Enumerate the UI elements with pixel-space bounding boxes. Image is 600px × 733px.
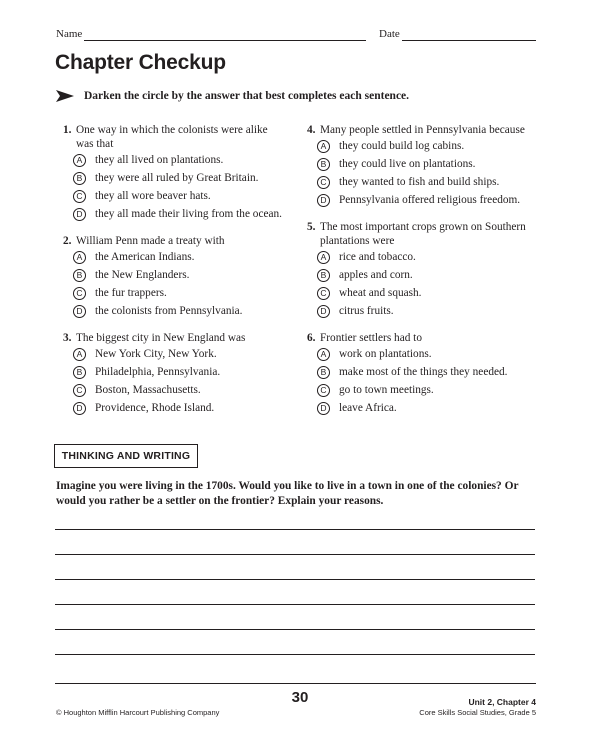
name-field[interactable] [84,40,366,41]
answer-choice[interactable] [317,173,539,191]
answer-text: the colonists from Pennsylvania. [95,305,243,317]
answer-choice[interactable] [73,169,288,187]
answer-bubble[interactable]: B [317,366,330,379]
answer-bubble[interactable]: A [317,348,330,361]
answer-text: work on plantations. [339,348,432,360]
answer-text: they all lived on plantations. [95,154,224,166]
answer-choice[interactable] [317,248,539,266]
answer-bubble[interactable]: D [73,305,86,318]
answer-bubble[interactable]: B [317,269,330,282]
answer-choice[interactable] [73,363,288,381]
writing-line[interactable] [55,529,535,530]
question-3 [63,331,288,417]
page-number: 30 [291,689,309,706]
answer-text: leave Africa. [339,402,397,414]
answer-bubble[interactable]: D [317,402,330,415]
answer-text: they all made their living from the ocean. [95,208,282,220]
question-stem: Many people settled in Pennsylvania because [320,124,525,136]
answer-bubble[interactable]: D [73,208,86,221]
writing-prompt: Imagine you were living in the 1700s. Would you like to live in a town in one of the colonies? Or would you rather be a settler on the frontier? Explain your reasons. [56,480,519,507]
question-2 [63,234,288,320]
answer-bubble[interactable]: A [317,140,330,153]
unit-chapter: Unit 2, Chapter 4 [468,697,536,707]
answer-text: Providence, Rhode Island. [95,402,215,414]
writing-line[interactable] [55,554,535,555]
answer-choice[interactable] [317,381,539,399]
answer-text: apples and corn. [339,269,413,281]
question-number: 2. [63,235,72,247]
question-stem: Frontier settlers had to [320,332,422,344]
answer-bubble[interactable]: C [317,384,330,397]
answer-choice[interactable] [73,399,288,417]
question-number: 4. [307,124,316,136]
date-label: Date [379,28,400,40]
answer-bubble[interactable]: D [317,305,330,318]
writing-line[interactable] [55,629,535,630]
answer-choice[interactable] [73,266,288,284]
answer-bubble[interactable]: D [317,194,330,207]
answer-text: Pennsylvania offered religious freedom. [339,194,521,206]
answer-choice[interactable] [73,205,288,223]
question-stem: William Penn made a treaty with [76,235,225,247]
writing-line[interactable] [55,654,535,655]
answer-text: they could build log cabins. [339,140,465,152]
answer-bubble[interactable]: B [73,366,86,379]
answer-text: they all wore beaver hats. [95,190,211,202]
answer-text: make most of the things they needed. [339,366,508,378]
answer-bubble[interactable]: C [317,176,330,189]
question-6 [307,331,539,417]
answer-choice[interactable] [317,155,539,173]
answer-choice[interactable] [317,363,539,381]
answer-choice[interactable] [317,137,539,155]
answer-choice[interactable] [317,399,539,417]
question-stem: The most important crops grown on Southern plantations were [320,221,526,247]
answer-bubble[interactable]: A [317,251,330,264]
question-1 [63,123,288,223]
question-number: 3. [63,332,72,344]
answer-choice[interactable] [73,302,288,320]
answer-bubble[interactable]: B [317,158,330,171]
answer-text: the New Englanders. [95,269,190,281]
answer-bubble[interactable]: A [73,154,86,167]
answer-choice[interactable] [73,381,288,399]
writing-line[interactable] [55,604,535,605]
answer-choice[interactable] [317,266,539,284]
answer-choice[interactable] [317,191,539,209]
answer-choice[interactable] [73,151,288,169]
answer-bubble[interactable]: A [73,348,86,361]
question-4 [307,123,539,209]
question-number: 6. [307,332,316,344]
answer-bubble[interactable]: B [73,172,86,185]
question-number: 5. [307,221,316,233]
answer-choice[interactable] [73,187,288,205]
answer-bubble[interactable]: C [73,190,86,203]
course-title: Core Skills Social Studies, Grade 5 [419,708,536,717]
answer-bubble[interactable]: A [73,251,86,264]
answer-choice[interactable] [317,284,539,302]
date-field[interactable] [402,40,536,41]
answer-choice[interactable] [73,284,288,302]
answer-choice[interactable] [317,345,539,363]
instructions-text: Darken the circle by the answer that best completes each sentence. [84,90,410,102]
answer-choice[interactable] [73,248,288,266]
answer-bubble[interactable]: C [73,384,86,397]
answer-bubble[interactable]: C [73,287,86,300]
question-stem: One way in which the colonists were alike was that [76,124,268,150]
answer-bubble[interactable]: D [73,402,86,415]
question-stem: The biggest city in New England was [76,332,246,344]
answer-text: the fur trappers. [95,287,167,299]
answer-text: citrus fruits. [339,305,394,317]
answer-text: the American Indians. [95,251,195,263]
answer-text: they could live on plantations. [339,158,476,170]
answer-text: they wanted to fish and build ships. [339,176,500,188]
page-title: Chapter Checkup [55,51,226,74]
answer-text: New York City, New York. [95,348,217,360]
thinking-writing-heading: THINKING AND WRITING [54,444,198,468]
answer-choice[interactable] [317,302,539,320]
answer-bubble[interactable]: B [73,269,86,282]
footer-rule [55,683,536,684]
question-5 [307,220,539,320]
answer-text: rice and tobacco. [339,251,416,263]
writing-line[interactable] [55,579,535,580]
answer-text: Boston, Massachusetts. [95,384,201,396]
answer-text: Philadelphia, Pennsylvania. [95,366,221,378]
answer-choice[interactable] [73,345,288,363]
answer-bubble[interactable]: C [317,287,330,300]
answer-text: wheat and squash. [339,287,422,299]
name-label: Name [56,28,83,40]
answer-text: go to town meetings. [339,384,434,396]
arrow-right-icon [56,90,74,102]
answer-text: they were all ruled by Great Britain. [95,172,259,184]
instructions [56,90,409,102]
question-number: 1. [63,124,72,136]
copyright: © Houghton Mifflin Harcourt Publishing Company [56,708,220,717]
